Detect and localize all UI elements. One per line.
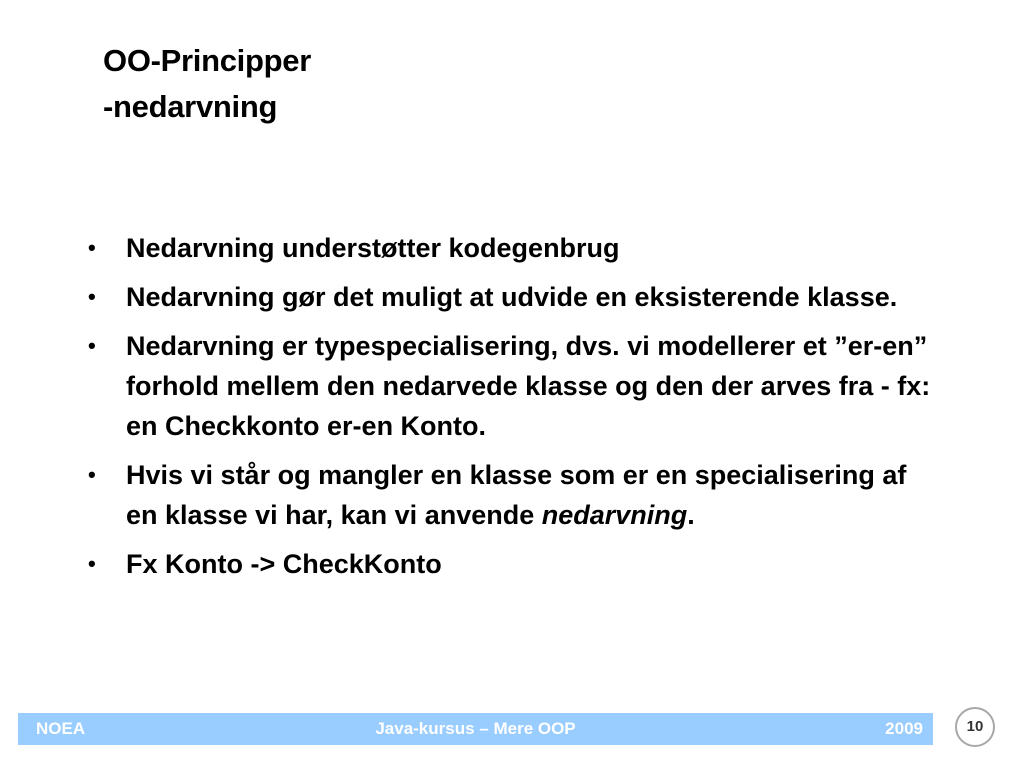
footer-course-title: Java-kursus – Mere OOP [375,719,576,738]
bullet-text: Fx Konto -> CheckKonto [126,549,442,579]
title-line-2: -nedarvning [103,89,278,124]
bullet-dot-icon: • [88,333,96,358]
bullet-dot-icon: • [88,462,96,487]
bullet-item [82,544,942,584]
bullet-text: Nedarvning gør det muligt at udvide en eksisterende klasse. [126,282,898,312]
title-line-1: OO-Principper [103,43,311,78]
bullet-emphasis: nedarvning [541,500,688,530]
footer-bar [18,713,933,745]
bullet-text: Nedarvning er typespecialisering, dvs. vi modellerer et ”er-en” forhold mellem den nedarvede klasse og den der arves fra - fx: en Checkkonto er-en Konto. [126,331,931,441]
bullet-list [82,228,942,593]
bullet-item [82,277,942,317]
bullet-dot-icon: • [88,235,96,260]
bullet-item [82,455,942,535]
bullet-text-tail: . [687,500,695,530]
bullet-text: Nedarvning understøtter kodegenbrug [126,233,620,263]
bullet-dot-icon: • [88,551,96,576]
bullet-item [82,326,942,446]
page-number: 10 [955,707,995,747]
footer-year: 2009 [885,719,923,738]
bullet-dot-icon: • [88,284,96,309]
bullet-text: Hvis vi står og mangler en klasse som er en specialisering af en klasse vi har, kan vi anvende [126,460,907,530]
slide-title [103,38,311,130]
footer-organization: NOEA [36,719,86,738]
bullet-item [82,228,942,268]
